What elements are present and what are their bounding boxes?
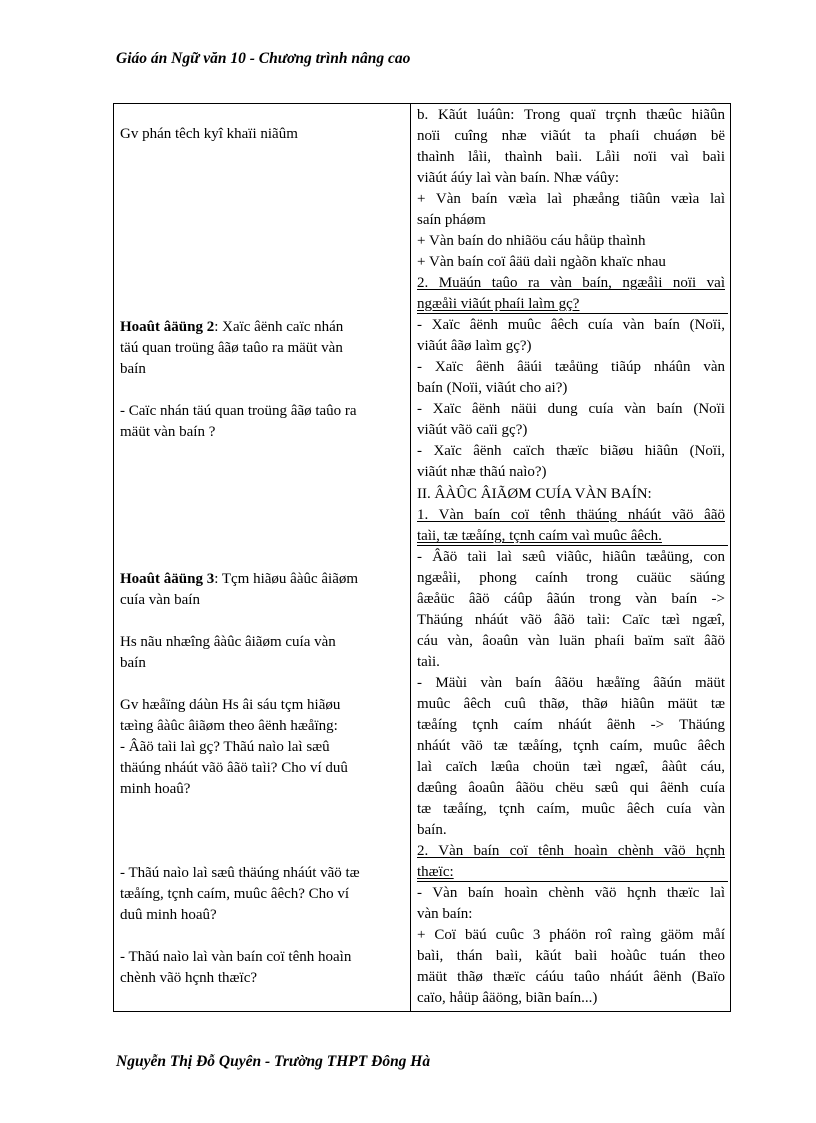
right-line: muûc âêch cuû thãø, thãø hiãûn mäüt tæ <box>417 696 725 712</box>
activity-3-title: Hoaût âäüng 3 <box>120 571 215 587</box>
heading-rule <box>417 313 728 314</box>
right-line: nháút vãö tæ tæåíng, tçnh caím, muûc âêch <box>417 738 725 754</box>
hs-line: baín <box>120 655 146 671</box>
right-line: caïo, håüp âäöng, biãn baín...) <box>417 990 598 1006</box>
right-line: viãút áúy laì vàn baín. Nhæ váûy: <box>417 170 620 186</box>
subsection-heading: thæïc: <box>417 864 454 880</box>
gv-guide-line: thäúng nháút vãö âãö taìi? Cho ví duû <box>120 760 348 776</box>
right-line: thaình låìi, thaình baìi. Låìi noïi vaì baìi <box>417 149 725 165</box>
section-heading: ngæåìi viãút phaíi laìm gç? <box>417 296 580 312</box>
right-line: baìi, thán baìi, kãút baìi hoàûc tuán theo <box>417 948 725 964</box>
gv-guide-line: minh hoaû? <box>120 781 191 797</box>
activity-3-text: : Tçm hiãøu âàûc âiãøm <box>214 571 359 587</box>
right-line: tæåíng tçnh caím nháút âënh -> Thäúng <box>417 717 725 733</box>
right-line: taìi. <box>417 654 440 670</box>
right-line: saín pháøm <box>417 212 486 228</box>
heading-rule <box>417 545 728 546</box>
question-line: tæåíng, tçnh caím, muûc âêch? Cho ví <box>120 886 350 902</box>
right-line: noïi cuîng nhæ viãút ta phaíi chuáøn bë <box>417 128 725 144</box>
subsection-heading: 2. Vàn baín coï tênh hoaìn chènh vãö hçnh <box>417 843 725 859</box>
activity-2-heading <box>120 317 343 337</box>
right-line: + Vàn baín coï âäü daìi ngàõn khaïc nhau <box>417 254 666 270</box>
right-line: - Mäùi vàn baín âãöu hæåïng âãún mäüt <box>417 675 725 691</box>
heading-rule <box>417 881 728 882</box>
right-line: baín (Noïi, viãút cho ai?) <box>417 380 568 396</box>
right-line: vàn baín: <box>417 906 473 922</box>
right-line: laì caïch læûa choün tæì ngæî, âàût cáu, <box>417 759 725 775</box>
right-line: - Xaïc âënh näüi dung cuía vàn baín (Noïi <box>417 401 725 417</box>
right-line: + Vàn baín do nhiãöu cáu håüp thaình <box>417 233 646 249</box>
lesson-table <box>113 103 731 1012</box>
page-header: Giáo án Ngữ văn 10 - Chương trình nâng cao <box>116 50 411 67</box>
section-heading: II. ÂÀÛC ÂIÃØM CUÍA VÀN BAÍN: <box>417 486 652 502</box>
right-line: - Vàn baín hoaìn chènh vãö hçnh thæïc laì <box>417 885 725 901</box>
right-line: âæåüc âãö cáûp âãún trong vàn baín -> <box>417 591 725 607</box>
activity-2-line: täú quan troüng âãø taûo ra mäüt vàn <box>120 340 343 356</box>
gv-guide-line: Gv hæåïng dáùn Hs âi sáu tçm hiãøu <box>120 697 341 713</box>
gv-guide-line: - Âãö taìi laì gç? Thãú naìo laì sæû <box>120 739 330 755</box>
right-line: viãút âãø laìm gç?) <box>417 338 532 354</box>
page-footer: Nguyễn Thị Đỗ Quyên - Trường THPT Đông Hà <box>116 1053 431 1070</box>
left-intro: Gv phán têch kyî khaïi niãûm <box>120 126 298 142</box>
question-line: chènh vãö hçnh thæïc? <box>120 970 258 986</box>
question-line: duû minh hoaû? <box>120 907 217 923</box>
right-line: baín. <box>417 822 447 838</box>
right-line: viãút vãö caïi gç?) <box>417 422 528 438</box>
activity-3-heading <box>120 569 358 589</box>
right-line: - Xaïc âënh âäúi tæåüng tiãúp nháûn vàn <box>417 359 725 375</box>
right-line: tæ tæåíng, tçnh caím, muûc âêch cuía vàn <box>417 801 725 817</box>
column-divider <box>410 104 411 1011</box>
question-line: mäüt vàn baín ? <box>120 424 216 440</box>
right-line: b. Kãút luáûn: Trong quaï trçnh thæûc hiãûn <box>417 107 725 123</box>
right-line: mäüt thãø thæïc cáúu taûo nháút âënh (Baïo <box>417 969 725 985</box>
question-line: - Thãú naìo laì vàn baín coï tênh hoaìn <box>120 949 352 965</box>
right-line: + Coï bäú cuûc 3 pháön roî raìng gäöm måí <box>417 927 725 943</box>
right-line: - Âãö taìi laì sæû viãûc, hiãûn tæåüng, con <box>417 549 725 565</box>
question-line: - Thãú naìo laì sæû thäúng nháút vãö tæ <box>120 865 360 881</box>
right-line: - Xaïc âënh muûc âêch cuía vàn baín (Noïi, <box>417 317 725 333</box>
right-line: cáu vàn, âoaûn vàn luän phaíi baïm saït âãö <box>417 633 725 649</box>
right-line: - Xaïc âënh caïch thæïc biãøu hiãûn (Noïi, <box>417 443 725 459</box>
activity-2-line: baín <box>120 361 146 377</box>
section-heading: 2. Muäún taûo ra vàn baín, ngæåìi noïi vaì <box>417 275 725 291</box>
activity-2-text: : Xaïc âënh caïc nhán <box>214 319 344 335</box>
hs-line: Hs nãu nhæîng âàûc âiãøm cuía vàn <box>120 634 336 650</box>
right-line: ngæåìi, phong caính trong cuäüc säúng <box>417 570 725 586</box>
right-line: dæûng âoaûn âãöu chëu sæû qui âënh cuía <box>417 780 725 796</box>
right-line: + Vàn baín væìa laì phæång tiãûn væìa laì <box>417 191 725 207</box>
activity-3-line: cuía vàn baín <box>120 592 200 608</box>
right-line: Thäúng nháút vãö âãö taìi: Caïc tæì ngæî, <box>417 612 725 628</box>
subsection-heading: 1. Vàn baín coï tênh thäúng nháút vãö âãö <box>417 507 725 523</box>
subsection-heading: taìi, tæ tæåíng, tçnh caím vaì muûc âêch. <box>417 528 662 544</box>
right-line: viãút nhæ thãú naìo?) <box>417 464 547 480</box>
question-line: - Caïc nhán täú quan troüng âãø taûo ra <box>120 403 357 419</box>
gv-guide-line: tæìng âàûc âiãøm theo âënh hæåïng: <box>120 718 338 734</box>
activity-2-title: Hoaût âäüng 2 <box>120 319 215 335</box>
